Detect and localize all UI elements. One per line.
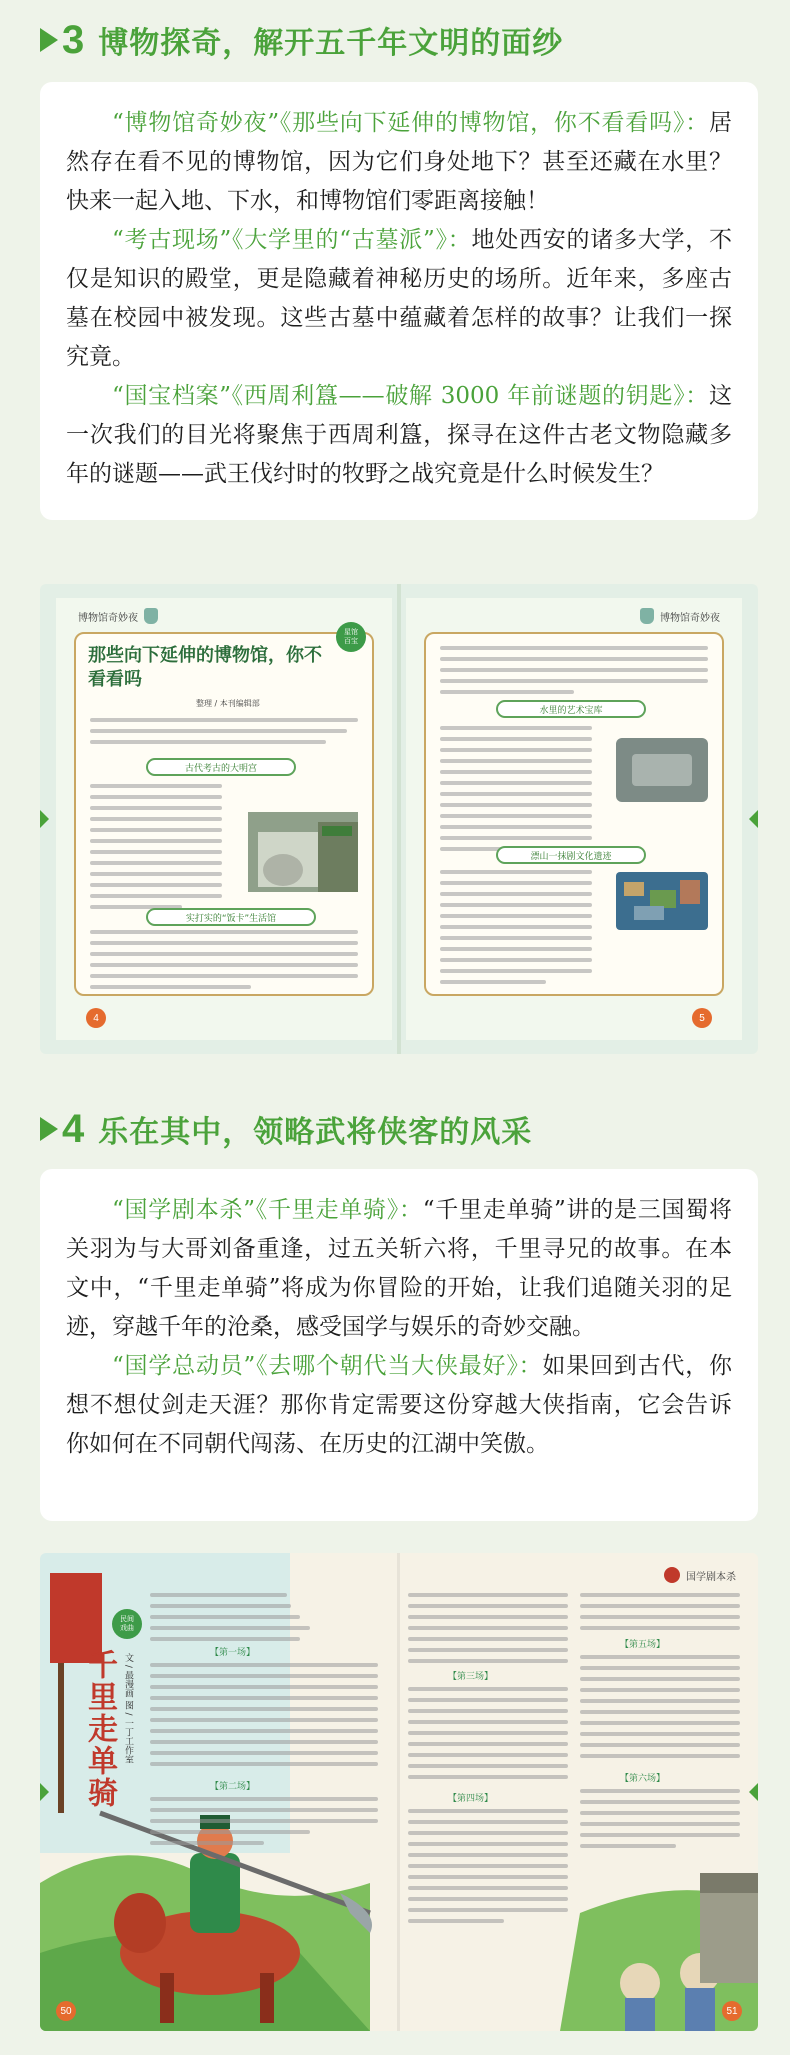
act-heading: 【第四场】 <box>448 1794 494 1804</box>
highlight-title: “国学总动员”《去哪个朝代当大侠最好》： <box>112 1353 543 1379</box>
paragraph-text: 这一次我们的目光将聚焦于西周利簋，探寻在这件古老文物隐藏多年的谜题——武王伐纣时的牧野之战究竟是什么时候发生？ <box>66 383 732 487</box>
page-number: 4 <box>86 1008 106 1028</box>
highlight-title: “博物馆奇妙夜”《那些向下延伸的博物馆，你不看看吗》： <box>112 110 709 136</box>
museum-photo <box>248 812 358 892</box>
paragraph-text: “千里走单骑”讲的是三国蜀将关羽为与大哥刘备重逢，过五关斩六将，千里寻兄的故事。在本文中，“千里走单骑”将成为你冒险的开始，让我们追随关羽的足迹，穿越千年的沧桑，感受国学与娱乐的奇妙交融。 <box>66 1197 732 1340</box>
stone-inscription-photo <box>616 738 708 802</box>
paragraph-text: 如果回到古代，你想不想仗剑走天涯？那你肯定需要这份穿越大侠指南，它会告诉你如何在不同朝代闯荡、在历史的江湖中笑傲。 <box>66 1353 732 1457</box>
play-arrow-icon <box>40 1117 58 1141</box>
byline: 整理 / 本刊编辑部 <box>196 699 260 708</box>
section-number: 3 <box>62 18 85 62</box>
section-title: 乐在其中，领略武将侠客的风采 <box>98 1115 533 1150</box>
script-lines <box>408 1687 568 1786</box>
article-title: 那些向下延伸的博物馆，你不看看吗 <box>88 645 322 690</box>
left-page-text <box>150 1593 378 1923</box>
page-header <box>78 608 158 624</box>
paragraph-text: 居然存在看不见的博物馆，因为它们身处地下？甚至还藏在水里？快来一起入地、下水，和博物馆们零距离接触！ <box>66 110 732 214</box>
vase-icon <box>144 608 158 624</box>
play-arrow-icon <box>40 28 58 52</box>
mask-icon <box>664 1567 680 1583</box>
aerial-city-photo <box>616 872 708 930</box>
magazine-spread-guanyu <box>40 1553 758 2031</box>
spread-center-fold <box>397 1553 400 2031</box>
script-lines <box>408 1593 568 1670</box>
page-number: 5 <box>692 1008 712 1028</box>
intro-paragraph-museum <box>66 104 732 221</box>
script-lines <box>580 1655 740 1765</box>
subheading-ribbon: 水里的艺术宝库 <box>496 700 646 718</box>
article-frame <box>74 628 374 996</box>
section-3-text-card <box>40 82 758 520</box>
script-lines <box>580 1789 740 1855</box>
article-body-lines <box>90 784 222 916</box>
act-heading: 【第一场】 <box>210 1648 256 1658</box>
page-header <box>664 1567 736 1583</box>
intro-paragraph-script-game <box>66 1191 732 1347</box>
page-number: 50 <box>56 2001 76 2021</box>
subheading-ribbon: 古代考古的大明宫 <box>146 758 296 776</box>
highlight-title: “考古现场”《大学里的“古墓派”》： <box>112 227 472 253</box>
magazine-spread-museum <box>40 584 758 1054</box>
right-tab-arrow-icon <box>749 1783 758 1801</box>
article-intro-lines <box>90 718 358 751</box>
subheading-ribbon: 实打实的“饭卡”生活馆 <box>146 908 316 926</box>
highlight-title: “国学剧本杀”《千里走单骑》： <box>112 1197 423 1223</box>
spread-left-page <box>56 598 392 1040</box>
act-heading: 【第二场】 <box>210 1782 256 1792</box>
article-frame <box>424 632 724 996</box>
section-3-heading <box>40 18 563 62</box>
intro-paragraph-archaeology <box>66 221 732 377</box>
page-header-text: 博物馆奇妙夜 <box>660 612 720 624</box>
spread-right-page <box>406 598 742 1040</box>
right-page-text-col2 <box>580 1593 740 1893</box>
page-number: 51 <box>722 2001 742 2021</box>
vertical-story-title: 千里走单骑 <box>82 1649 117 1809</box>
highlight-title: “国宝档案”《西周利簋——破解 3000 年前谜题的钥匙》： <box>112 383 709 409</box>
page-header <box>640 608 720 624</box>
intro-paragraph-treasure <box>66 377 732 494</box>
script-lines <box>150 1663 378 1773</box>
column-badge: 民间 戏曲 <box>112 1609 142 1639</box>
subheading-ribbon: 漂山一抹剧文化遗迹 <box>496 846 646 864</box>
spread-center-fold <box>397 584 401 1054</box>
act-heading: 【第五场】 <box>620 1640 666 1650</box>
article-body-lines <box>440 646 708 701</box>
vase-icon <box>640 608 654 624</box>
article-body-lines <box>440 726 592 858</box>
script-lines <box>150 1797 378 1852</box>
article-body-lines <box>90 930 358 996</box>
act-heading: 【第六场】 <box>620 1774 666 1784</box>
script-lines <box>580 1593 740 1637</box>
right-tab-arrow-icon <box>749 810 758 828</box>
character-intro-lines <box>150 1593 378 1648</box>
page-header-text: 博物馆奇妙夜 <box>78 612 138 624</box>
left-tab-arrow-icon <box>40 810 49 828</box>
section-4-heading <box>40 1107 532 1151</box>
act-heading: 【第三场】 <box>448 1672 494 1682</box>
script-lines <box>408 1809 568 1930</box>
article-body-lines <box>440 870 592 991</box>
section-4-text-card <box>40 1169 758 1521</box>
column-badge: 星馆 百宝 <box>336 622 366 652</box>
page-header-text: 国学剧本杀 <box>686 1571 736 1583</box>
story-byline: 文 / 最漫画 图 / 一丁工作室 <box>123 1653 133 1764</box>
section-number: 4 <box>62 1107 85 1151</box>
intro-paragraph-hero-dynasty <box>66 1347 732 1464</box>
left-tab-arrow-icon <box>40 1783 49 1801</box>
right-page-text-col1 <box>408 1593 568 1953</box>
paragraph-text: 地处西安的诸多大学，不仅是知识的殿堂，更是隐藏着神秘历史的场所。近年来，多座古墓在校园中被发现。这些古墓中蕴藏着怎样的故事？让我们一探究竟。 <box>66 227 732 370</box>
section-title: 博物探奇，解开五千年文明的面纱 <box>98 26 564 61</box>
